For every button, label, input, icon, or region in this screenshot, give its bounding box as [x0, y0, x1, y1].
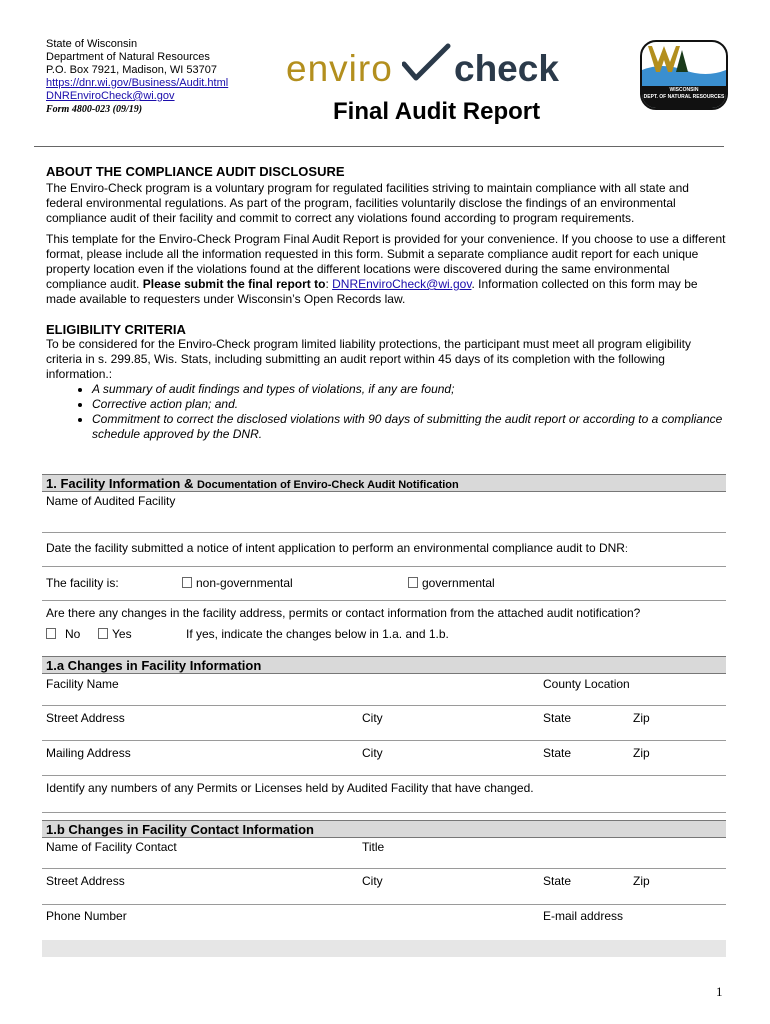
- divider: [42, 812, 726, 813]
- yes-checkbox[interactable]: [98, 628, 108, 639]
- nongov-checkbox[interactable]: [182, 577, 192, 588]
- section-1-subtitle: Documentation of Enviro-Check Audit Notification: [196, 479, 459, 491]
- eligibility-bullet: • Corrective action plan; and.: [92, 397, 726, 412]
- state-label: State: [543, 711, 572, 725]
- section-1b-header: [42, 820, 726, 838]
- logo-text-check: check: [454, 48, 559, 89]
- mailing-zip-label: Zip: [633, 746, 650, 760]
- eligibility-section: [46, 322, 726, 442]
- county-location-label: County Location: [543, 677, 630, 691]
- submit-instruction: Please submit the final report to: [142, 277, 326, 291]
- header-divider: [34, 146, 724, 147]
- divider: [42, 868, 726, 869]
- facility-is-label: The facility is:: [46, 576, 119, 590]
- divider: [42, 904, 726, 905]
- page-title: Final Audit Report: [333, 98, 541, 125]
- about-para-2-text: This template for the Enviro-Check Program Final Audit Report is provided for your convenience. If you choose to use a different format, please include all the information requested in this form. Submit a separate compliance audit report for each unique property location even if the violations found at the different locations were discovered during the same environmental compliance audit.: [46, 232, 726, 291]
- about-para-1: The Enviro-Check program is a voluntary program for regulated facilities striving to maintain compliance with all state and federal environmental regulations. As part of the program, facilities voluntarily disclose the findings of an environmental compliance audit of their facility and commit to correct any violations found according to program requirements.: [46, 181, 689, 225]
- yes-label: Yes: [112, 627, 132, 641]
- about-heading: ABOUT THE COMPLIANCE AUDIT DISCLOSURE: [46, 164, 345, 179]
- agency-block: [46, 38, 276, 115]
- section-1a-title: 1.a Changes in Facility Information: [46, 658, 262, 673]
- permits-label: Identify any numbers of any Permits or Licenses held by Audited Facility that have changed.: [46, 781, 534, 795]
- page-number: 1: [716, 984, 723, 999]
- eligibility-list: [46, 382, 726, 442]
- continuation-bar: [42, 940, 726, 957]
- agency-line: P.O. Box 7921, Madison, WI 53707: [46, 64, 218, 76]
- contact-title-label: Title: [362, 840, 385, 854]
- divider: [42, 775, 726, 776]
- agency-line: Department of Natural Resources: [46, 51, 210, 63]
- section-1a-header: [42, 656, 726, 674]
- about-para-2-tail: . Information collected on this form may be made available to requesters under Wisconsin’s Open Records law.: [46, 277, 698, 306]
- no-option[interactable]: [46, 627, 80, 641]
- contact-city-label: City: [362, 874, 383, 888]
- about-section: [46, 164, 726, 307]
- mailing-state-label: State: [543, 746, 572, 760]
- eligibility-intro: To be considered for the Enviro-Check program limited liability protections, the participant must meet all program eligibility criteria in s. 299.85, Wis. Stats, including submitting an audit report within 45 days of its completion with the following information.:: [46, 337, 691, 381]
- email-address-label: E-mail address: [543, 909, 624, 923]
- contact-name-label: Name of Facility Contact: [46, 840, 177, 854]
- logo-text-enviro: enviro: [286, 48, 393, 89]
- section-1-header: [42, 474, 726, 492]
- about-para-2: [46, 232, 726, 307]
- eligibility-bullet: • A summary of audit findings and types of violations, if any are found;: [92, 382, 726, 397]
- notice-date-label: [46, 541, 628, 555]
- dnr-logo-line2: DEPT. OF NATURAL RESOURCES: [643, 94, 725, 100]
- divider: [42, 566, 726, 567]
- nongov-option[interactable]: [182, 576, 293, 590]
- changes-hint: If yes, indicate the changes below in 1.a. and 1.b.: [186, 627, 449, 641]
- gov-option[interactable]: [408, 576, 495, 590]
- audited-facility-name-label: Name of Audited Facility: [46, 494, 176, 508]
- mailing-address-label: Mailing Address: [46, 746, 131, 760]
- check-mark-icon: [402, 42, 452, 84]
- phone-number-label: Phone Number: [46, 909, 127, 923]
- audited-facility-name-field[interactable]: [46, 512, 680, 530]
- form-number: Form 4800-023 (09/19): [46, 104, 143, 115]
- changes-question: Are there any changes in the facility address, permits or contact information from the attached audit notification?: [46, 606, 641, 620]
- colon: :: [325, 277, 333, 291]
- street-address-label: Street Address: [46, 711, 125, 725]
- divider: [42, 600, 726, 601]
- contact-state-label: State: [543, 874, 572, 888]
- contact-zip-label: Zip: [633, 874, 650, 888]
- no-checkbox[interactable]: [46, 628, 56, 639]
- facility-name-label: Facility Name: [46, 677, 119, 691]
- email-link[interactable]: DNREnviroCheck@wi.gov: [46, 90, 175, 102]
- divider: [42, 532, 726, 533]
- no-label: No: [65, 627, 81, 641]
- mailing-city-label: City: [362, 746, 383, 760]
- nongov-label: non-governmental: [196, 576, 293, 590]
- yes-option[interactable]: [98, 627, 132, 641]
- colon: :: [624, 544, 628, 555]
- envirocheck-logo: [286, 42, 586, 90]
- eligibility-heading: ELIGIBILITY CRITERIA: [46, 322, 186, 337]
- city-label: City: [362, 711, 383, 725]
- submit-email-link[interactable]: DNREnviroCheck@wi.gov: [332, 277, 472, 291]
- dnr-logo: [640, 40, 728, 110]
- dnr-logo-line1: WISCONSIN: [669, 87, 699, 93]
- agency-line: State of Wisconsin: [46, 38, 138, 50]
- eligibility-bullet: • Commitment to correct the disclosed violations with 90 days of submitting the audit report or according to a compliance schedule approved by the DNR.: [92, 412, 726, 442]
- zip-label: Zip: [633, 711, 650, 725]
- notice-date-text: Date the facility submitted a notice of intent application to perform an environmental compliance audit to DNR: [46, 541, 625, 555]
- gov-label: governmental: [422, 576, 495, 590]
- section-1-title: 1. Facility Information &: [46, 476, 197, 491]
- divider: [42, 740, 726, 741]
- contact-street-label: Street Address: [46, 874, 125, 888]
- gov-checkbox[interactable]: [408, 577, 418, 588]
- audit-url-link[interactable]: https://dnr.wi.gov/Business/Audit.html: [46, 77, 229, 89]
- section-1b-title: 1.b Changes in Facility Contact Information: [46, 822, 314, 837]
- divider: [42, 705, 726, 706]
